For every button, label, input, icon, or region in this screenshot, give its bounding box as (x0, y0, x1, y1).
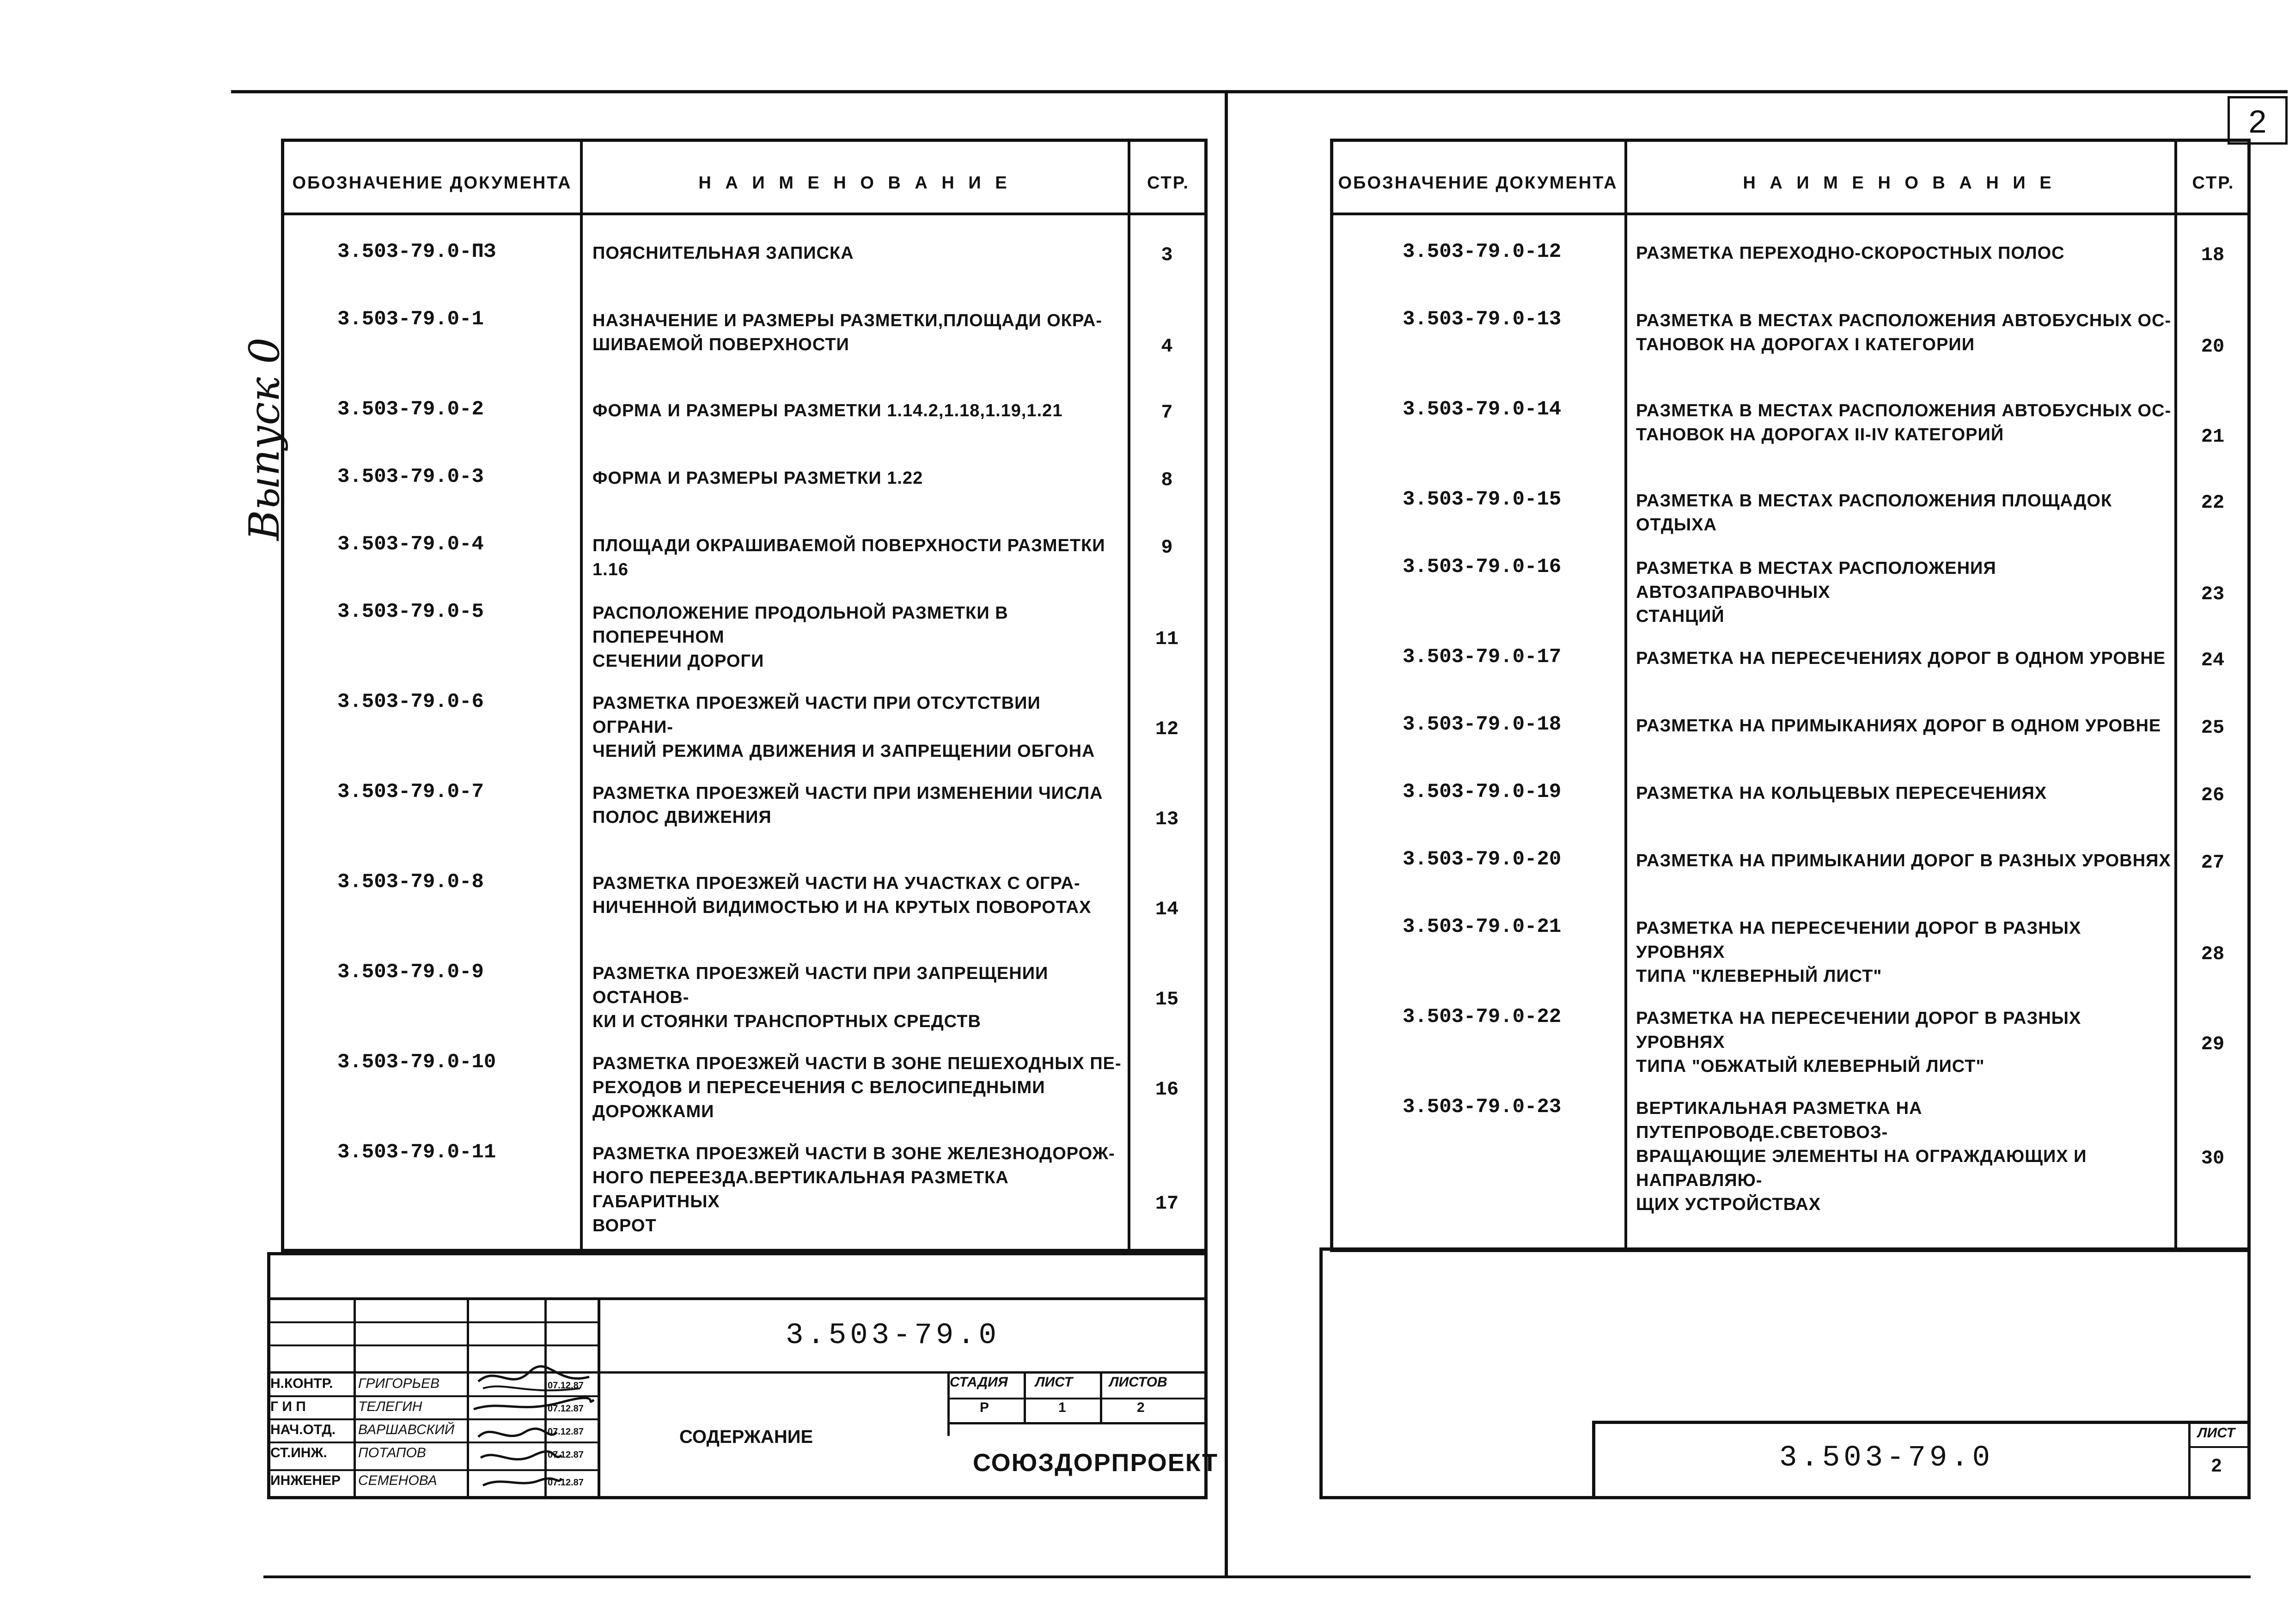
row-page: 23 (2201, 583, 2225, 605)
row-title: ПОЯСНИТЕЛЬНАЯ ЗАПИСКА (592, 243, 854, 263)
organization-name: СОЮЗДОРПРОЕКТ (973, 1449, 1219, 1477)
row-code: 3.503-79.0-17 (1403, 645, 1562, 669)
row-page: 11 (1155, 628, 1179, 650)
row-title: РАЗМЕТКА НА ПРИМЫКАНИИ ДОРОГ В РАЗНЫХ УРОВНЯХ (1636, 851, 2171, 870)
row-title: ВЕРТИКАЛЬНАЯ РАЗМЕТКА НА ПУТЕПРОВОДЕ.СВЕТОВОЗ- ВРАЩАЮЩИЕ ЭЛЕМЕНТЫ НА ОГРАЖДАЮЩИХ И НАПРАВЛЯЮ- ЩИХ УСТРОЙСТВАХ (1636, 1099, 2087, 1214)
row-page: 22 (2201, 492, 2225, 514)
signature-date: 07.12.87 (548, 1450, 584, 1460)
right-contents-table (1330, 139, 2251, 1252)
row-code: 3.503-79.0-21 (1403, 915, 1562, 938)
signature-date: 07.12.87 (548, 1404, 584, 1414)
row-page: 7 (1161, 401, 1173, 424)
right-stamp-hline (2188, 1446, 2251, 1448)
left-header-designation: ОБОЗНАЧЕНИЕ ДОКУМЕНТА (292, 173, 572, 193)
signatory-name: ВАРШАВСКИЙ (358, 1422, 455, 1437)
tb-stage-line (1100, 1371, 1102, 1422)
tb-line-2 (267, 1371, 1208, 1374)
row-code: 3.503-79.0-7 (337, 780, 484, 803)
right-stamp-sheet-label: ЛИСТ (2197, 1425, 2235, 1441)
row-page: 25 (2201, 717, 2225, 739)
signature-date: 07.12.87 (548, 1427, 584, 1437)
tb-line-1 (267, 1297, 1208, 1300)
row-code: 3.503-79.0-14 (1403, 398, 1562, 421)
row-page: 4 (1161, 335, 1173, 358)
row-title: ПЛОЩАДИ ОКРАШИВАЕМОЙ ПОВЕРХНОСТИ РАЗМЕТКИ 1.16 (592, 536, 1105, 579)
row-title: РАЗМЕТКА В МЕСТАХ РАСПОЛОЖЕНИЯ АВТОБУСНЫХ ОС- ТАНОВОК НА ДОРОГАХ I КАТЕГОРИИ (1636, 311, 2172, 354)
row-code: 3.503-79.0-3 (337, 465, 484, 488)
row-title: ФОРМА И РАЗМЕРЫ РАЗМЕТКИ 1.22 (592, 468, 923, 488)
row-page: 17 (1155, 1192, 1179, 1215)
row-title: РАЗМЕТКА ПРОЕЗЖЕЙ ЧАСТИ ПРИ ИЗМЕНЕНИИ ЧИСЛА ПОЛОС ДВИЖЕНИЯ (592, 784, 1103, 827)
row-code: 3.503-79.0-ПЗ (337, 240, 496, 263)
row-page: 29 (2201, 1033, 2225, 1055)
row-title: РАЗМЕТКА ПРОЕЗЖЕЙ ЧАСТИ ПРИ ЗАПРЕЩЕНИИ ОСТАНОВ- КИ И СТОЯНКИ ТРАНСПОРТНЫХ СРЕДСТВ (592, 964, 1049, 1031)
row-title: РАЗМЕТКА НА ПЕРЕСЕЧЕНИИ ДОРОГ В РАЗНЫХ УРОВНЯХ ТИПА "КЛЕВЕРНЫЙ ЛИСТ" (1636, 918, 2081, 986)
left-col-divider-1 (580, 139, 583, 1252)
stage-label: СТАДИЯ (950, 1375, 1008, 1390)
left-header-page: СТР. (1147, 173, 1190, 193)
row-page: 30 (2201, 1147, 2225, 1169)
row-page: 13 (1155, 808, 1179, 830)
signatory-name: ПОТАПОВ (358, 1445, 426, 1460)
signature-date: 07.12.87 (548, 1478, 584, 1488)
bottom-border-line (263, 1575, 2251, 1578)
handwritten-signatures (469, 1363, 598, 1497)
signatory-role: НАЧ.ОТД. (270, 1422, 336, 1437)
title-block-title: СОДЕРЖАНИЕ (679, 1427, 813, 1447)
right-stamp-sheet-value: 2 (2211, 1455, 2222, 1476)
signatory-name: СЕМЕНОВА (358, 1473, 437, 1488)
signature-date: 07.12.87 (548, 1381, 584, 1391)
row-code: 3.503-79.0-12 (1403, 240, 1562, 263)
row-page: 20 (2201, 335, 2225, 358)
row-page: 21 (2201, 426, 2225, 448)
right-stamp-divider (2188, 1421, 2191, 1499)
row-code: 3.503-79.0-23 (1403, 1095, 1562, 1119)
right-col-divider-1 (1624, 139, 1627, 1252)
row-code: 3.503-79.0-19 (1403, 780, 1562, 803)
tb-grid-line (267, 1321, 600, 1323)
signatory-role: Н.КОНТР. (270, 1376, 333, 1391)
row-page: 28 (2201, 943, 2225, 965)
left-header-name: Н А И М Е Н О В А Н И Е (698, 173, 1012, 193)
row-code: 3.503-79.0-11 (337, 1141, 496, 1164)
tb-stage-hline (947, 1422, 1208, 1424)
row-code: 3.503-79.0-5 (337, 600, 484, 623)
tb-grid-line (267, 1344, 600, 1346)
issue-label: Выпуск 0 (240, 337, 289, 541)
top-border-line (231, 90, 2288, 93)
row-title: ФОРМА И РАЗМЕРЫ РАЗМЕТКИ 1.14.2,1.18,1.19,1.21 (592, 401, 1063, 420)
signatory-name: ТЕЛЕГИН (358, 1399, 422, 1414)
signatory-role: СТ.ИНЖ. (270, 1445, 327, 1460)
right-header-divider (1330, 213, 2251, 215)
right-col-divider-2 (2174, 139, 2177, 1252)
row-title: РАЗМЕТКА НА КОЛЬЦЕВЫХ ПЕРЕСЕЧЕНИЯХ (1636, 784, 2047, 803)
row-code: 3.503-79.0-10 (337, 1051, 496, 1074)
center-fold-line (1225, 90, 1228, 1578)
row-page: 9 (1161, 536, 1173, 559)
left-col-divider-2 (1128, 139, 1130, 1252)
row-title: РАЗМЕТКА ПЕРЕХОДНО-СКОРОСТНЫХ ПОЛОС (1636, 243, 2065, 263)
sheet-corner-number: 2 (2228, 96, 2288, 145)
signatory-role: Г И П (270, 1399, 306, 1414)
sheet-label: ЛИСТ (1035, 1375, 1073, 1390)
row-code: 3.503-79.0-9 (337, 961, 484, 984)
sheets-label: ЛИСТОВ (1109, 1375, 1167, 1390)
tb-stage-hline (947, 1398, 1208, 1399)
row-title: РАЗМЕТКА ПРОЕЗЖЕЙ ЧАСТИ ПРИ ОТСУТСТВИИ ОГРАНИ- ЧЕНИЙ РЕЖИМА ДВИЖЕНИЯ И ЗАПРЕЩЕНИИ ОБГОНА (592, 693, 1095, 761)
row-page: 15 (1155, 988, 1179, 1010)
row-title: РАЗМЕТКА В МЕСТАХ РАСПОЛОЖЕНИЯ АВТОБУСНЫХ ОС- ТАНОВОК НА ДОРОГАХ II-IV КАТЕГОРИЙ (1636, 401, 2172, 444)
row-code: 3.503-79.0-20 (1403, 848, 1562, 871)
row-title: РАЗМЕТКА НА ПЕРЕСЕЧЕНИЯХ ДОРОГ В ОДНОМ УРОВНЕ (1636, 649, 2166, 668)
row-title: НАЗНАЧЕНИЕ И РАЗМЕРЫ РАЗМЕТКИ,ПЛОЩАДИ ОКРА- ШИВАЕМОЙ ПОВЕРХНОСТИ (592, 311, 1103, 354)
row-page: 18 (2201, 244, 2225, 266)
row-code: 3.503-79.0-4 (337, 533, 484, 556)
sheet-value: 1 (1058, 1400, 1066, 1415)
row-page: 8 (1161, 469, 1173, 491)
row-page: 12 (1155, 718, 1179, 740)
signatory-role: ИНЖЕНЕР (270, 1473, 341, 1488)
title-block-doc-number: 3.503-79.0 (786, 1319, 1001, 1352)
left-header-divider (281, 213, 1208, 215)
row-code: 3.503-79.0-2 (337, 398, 484, 421)
row-code: 3.503-79.0-18 (1403, 713, 1562, 736)
row-title: РАЗМЕТКА В МЕСТАХ РАСПОЛОЖЕНИЯ ПЛОЩАДОК ОТДЫХА (1636, 491, 2112, 535)
row-title: РАЗМЕТКА НА ПЕРЕСЕЧЕНИИ ДОРОГ В РАЗНЫХ УРОВНЯХ ТИПА "ОБЖАТЫЙ КЛЕВЕРНЫЙ ЛИСТ" (1636, 1009, 2081, 1076)
row-page: 27 (2201, 852, 2225, 874)
row-title: РАСПОЛОЖЕНИЕ ПРОДОЛЬНОЙ РАЗМЕТКИ В ПОПЕРЕЧНОМ СЕЧЕНИИ ДОРОГИ (592, 603, 1008, 671)
right-header-name: Н А И М Е Н О В А Н И Е (1743, 173, 2056, 193)
tb-col-line (354, 1297, 356, 1499)
right-stamp-doc-number: 3.503-79.0 (1779, 1442, 1994, 1475)
row-code: 3.503-79.0-22 (1403, 1005, 1562, 1028)
row-code: 3.503-79.0-6 (337, 690, 484, 713)
row-page: 26 (2201, 784, 2225, 806)
row-page: 3 (1161, 244, 1173, 266)
sheets-value: 2 (1137, 1400, 1145, 1415)
row-page: 16 (1155, 1078, 1179, 1101)
row-page: 14 (1155, 898, 1179, 920)
stage-value: Р (980, 1400, 989, 1415)
row-code: 3.503-79.0-13 (1403, 308, 1562, 331)
row-code: 3.503-79.0-1 (337, 308, 484, 331)
row-code: 3.503-79.0-16 (1403, 555, 1562, 578)
right-header-page: СТР. (2192, 173, 2235, 193)
row-code: 3.503-79.0-8 (337, 870, 484, 894)
row-code: 3.503-79.0-15 (1403, 488, 1562, 511)
row-title: РАЗМЕТКА ПРОЕЗЖЕЙ ЧАСТИ В ЗОНЕ ЖЕЛЕЗНОДОРОЖ- НОГО ПЕРЕЕЗДА.ВЕРТИКАЛЬНАЯ РАЗМЕТКА ГАБАРИТНЫХ ВОРОТ (592, 1144, 1115, 1235)
signatory-name: ГРИГОРЬЕВ (358, 1376, 440, 1391)
row-title: РАЗМЕТКА ПРОЕЗЖЕЙ ЧАСТИ НА УЧАСТКАХ С ОГРА- НИЧЕННОЙ ВИДИМОСТЬЮ И НА КРУТЫХ ПОВОРОТАХ (592, 874, 1092, 917)
right-header-designation: ОБОЗНАЧЕНИЕ ДОКУМЕНТА (1338, 173, 1618, 193)
row-title: РАЗМЕТКА НА ПРИМЫКАНИЯХ ДОРОГ В ОДНОМ УРОВНЕ (1636, 716, 2161, 736)
row-title: РАЗМЕТКА ПРОЕЗЖЕЙ ЧАСТИ В ЗОНЕ ПЕШЕХОДНЫХ ПЕ- РЕХОДОВ И ПЕРЕСЕЧЕНИЯ С ВЕЛОСИПЕДНЫМИ ДОРОЖКАМИ (592, 1054, 1122, 1121)
row-title: РАЗМЕТКА В МЕСТАХ РАСПОЛОЖЕНИЯ АВТОЗАПРАВОЧНЫХ СТАНЦИЙ (1636, 559, 1996, 626)
tb-stage-line (1024, 1371, 1026, 1422)
row-page: 24 (2201, 649, 2225, 671)
